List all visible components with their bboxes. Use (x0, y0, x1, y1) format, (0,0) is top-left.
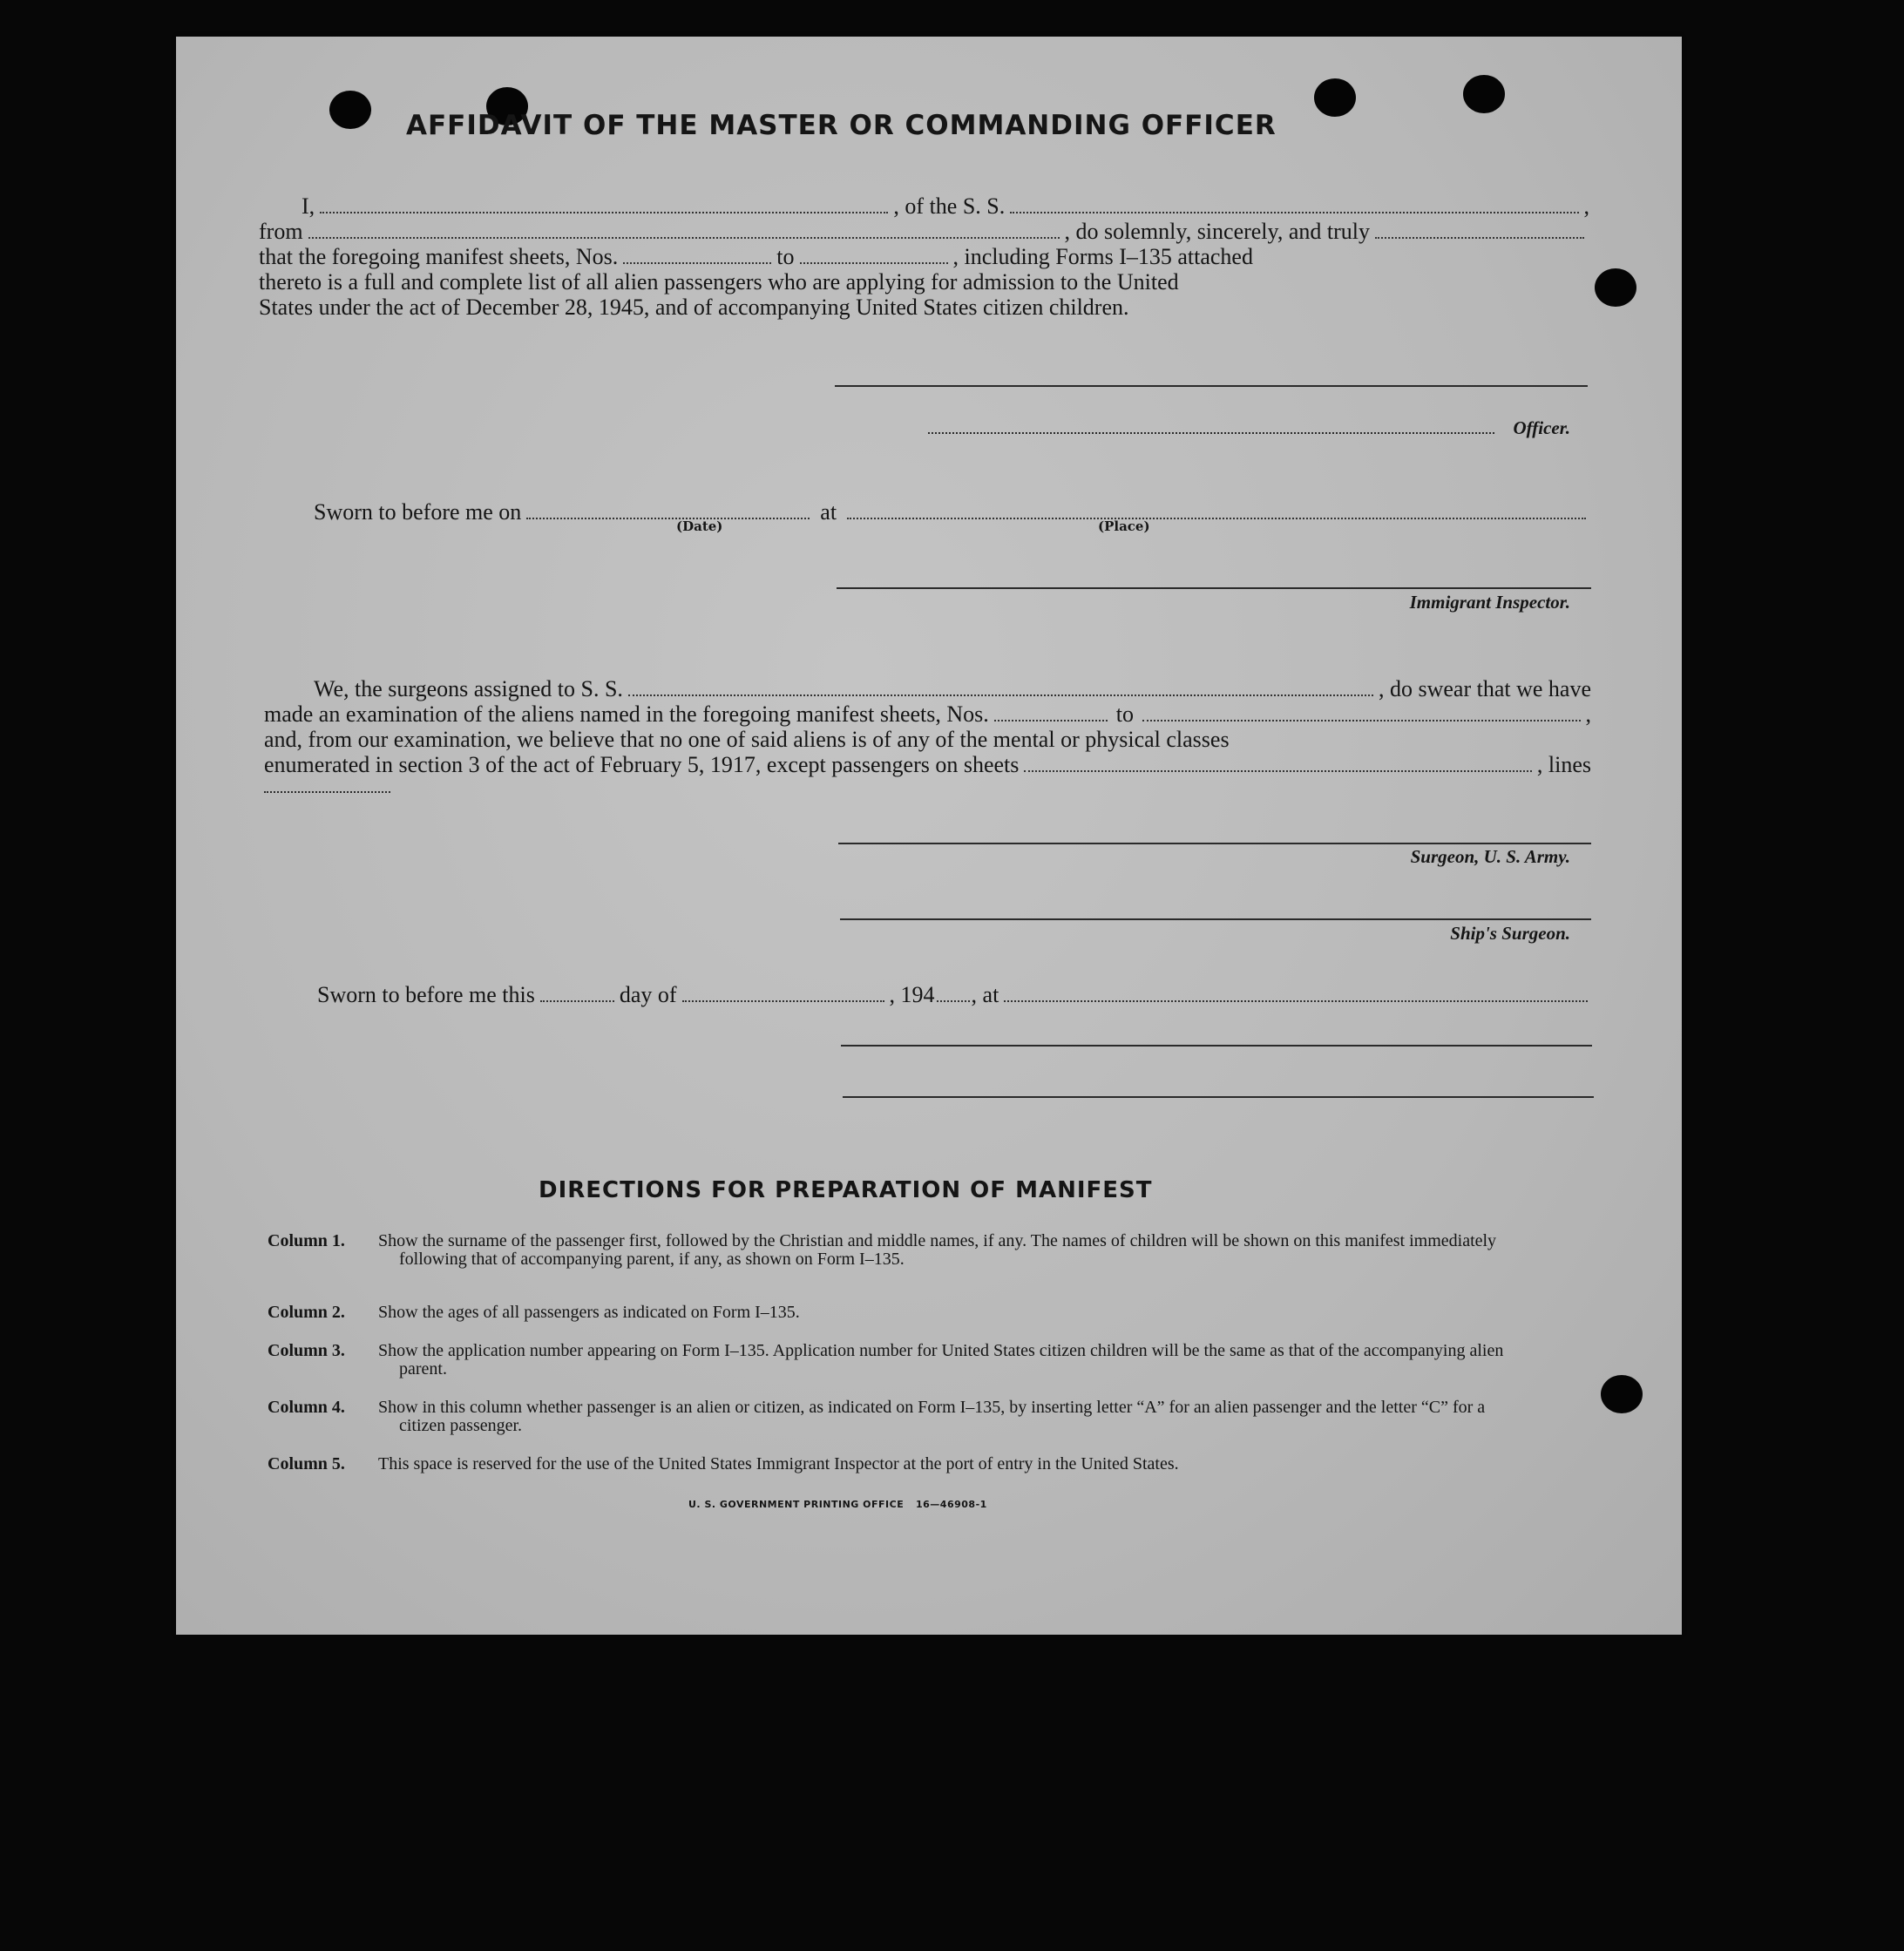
punch-hole (1314, 78, 1356, 117)
ship-surgeon-caption: Ship's Surgeon. (1450, 923, 1570, 944)
sworn2-text: , at (971, 982, 999, 1007)
direction-text: This space is reserved for the use of the United States Immigrant Inspector at the port of entry in the United States. (378, 1454, 1179, 1473)
sworn2-text: , 194 (889, 982, 935, 1007)
officer-caption: Officer. (1513, 417, 1570, 438)
army-surgeon-signature-line[interactable] (838, 843, 1591, 844)
affidavit-text: , including Forms I–135 attached (952, 244, 1253, 269)
surgeons-text: enumerated in section 3 of the act of February 5, 1917, except passengers on sheets (264, 752, 1020, 777)
direction-column-2 (268, 1304, 1509, 1323)
place-caption: (Place) (1098, 518, 1150, 534)
surgeons-text: , (1585, 701, 1591, 727)
except-sheets-field[interactable] (1024, 769, 1531, 772)
sworn-text: Sworn to before me on (314, 499, 522, 525)
ship-surgeon-signature-line[interactable] (840, 918, 1591, 920)
affidavit-text: from (259, 219, 303, 244)
direction-label: Column 1. (268, 1231, 345, 1250)
surgeons-text: We, the surgeons assigned to S. S. (314, 676, 623, 701)
affidavit-text: , of the S. S. (893, 193, 1006, 219)
affidavit-title: AFFIDAVIT OF THE MASTER OR COMMANDING OFFICER (406, 110, 1277, 141)
officer-signature-line[interactable] (835, 385, 1588, 387)
sworn-line-1 (314, 494, 1591, 525)
sworn2-text: day of (619, 982, 677, 1007)
direction-column-4 (268, 1399, 1509, 1437)
sworn2-signature-line-1[interactable] (841, 1045, 1592, 1047)
surgeons-line-3: and, from our examination, we believe that no one of said aliens is of any of the mental or physical classes (264, 727, 1230, 752)
sworn-line-2 (317, 977, 1593, 1008)
surgeons-text: made an examination of the aliens named in the foregoing manifest sheets, Nos. (264, 701, 989, 727)
direction-text: Show the ages of all passengers as indicated on Form I–135. (378, 1303, 800, 1322)
direction-label: Column 3. (268, 1341, 345, 1360)
direction-label: Column 2. (268, 1303, 345, 1322)
inspector-signature-line[interactable] (837, 587, 1591, 589)
surgeons-line-4 (264, 747, 1591, 778)
surgeons-text: , do swear that we have (1378, 676, 1591, 701)
except-lines-field[interactable] (264, 791, 390, 793)
surgeons-text: , lines (1536, 752, 1591, 777)
army-surgeon-caption: Surgeon, U. S. Army. (1410, 846, 1570, 867)
inspector-caption: Immigrant Inspector. (1409, 592, 1570, 613)
sworn2-signature-line-2[interactable] (843, 1096, 1594, 1098)
punch-hole (329, 91, 371, 129)
affidavit-text: that the foregoing manifest sheets, Nos. (259, 244, 619, 269)
affidavit-text: I, (302, 193, 315, 219)
affidavit-line-5: States under the act of December 28, 1945, and of accompanying United States citizen children. (259, 295, 1129, 320)
sworn-day-field[interactable] (540, 999, 614, 1002)
direction-column-3 (268, 1342, 1509, 1380)
printer-imprint: U. S. GOVERNMENT PRINTING OFFICE (688, 1499, 905, 1510)
affidavit-text: to (776, 244, 795, 269)
direction-text: Show in this column whether passenger is an alien or citizen, as indicated on Form I–135, by inserting letter “A” for an alien passenger and the letter “C” for a citizen passenger. (378, 1398, 1486, 1435)
directions-title: DIRECTIONS FOR PREPARATION OF MANIFEST (539, 1177, 1153, 1203)
punch-hole (1463, 75, 1505, 113)
affidavit-text: , (1583, 193, 1590, 219)
sworn-year-field[interactable] (937, 999, 970, 1002)
surgeons-text: to (1115, 701, 1134, 727)
direction-text: Show the application number appearing on Form I–135. Application number for United States citizen children will be the same as that of the accompanying alien parent. (378, 1341, 1504, 1379)
form-code: 16—46908-1 (916, 1499, 987, 1510)
form-page (176, 37, 1682, 1635)
sworn-place-field[interactable] (847, 517, 1586, 519)
date-caption: (Date) (676, 518, 723, 534)
sworn-date-field[interactable] (526, 517, 810, 519)
affidavit-line-4: thereto is a full and complete list of all alien passengers who are applying for admission to the United (259, 269, 1179, 295)
punch-hole (1601, 1375, 1643, 1413)
sworn2-place-field[interactable] (1004, 999, 1588, 1002)
sworn-month-field[interactable] (682, 999, 884, 1002)
punch-hole (1595, 268, 1636, 307)
direction-label: Column 5. (268, 1454, 345, 1473)
direction-column-5 (268, 1455, 1509, 1494)
sworn2-text: Sworn to before me this (317, 982, 535, 1007)
direction-text: Show the surname of the passenger first, followed by the Christian and middle names, if any. The names of children will be shown on this manifest immediately following that of accompanying parent, if any, as shown on Form I–135. (378, 1231, 1497, 1269)
sworn-text: at (820, 499, 837, 525)
affidavit-text: , do solemnly, sincerely, and truly (1064, 219, 1370, 244)
direction-column-1 (268, 1232, 1509, 1288)
direction-label: Column 4. (268, 1398, 345, 1417)
